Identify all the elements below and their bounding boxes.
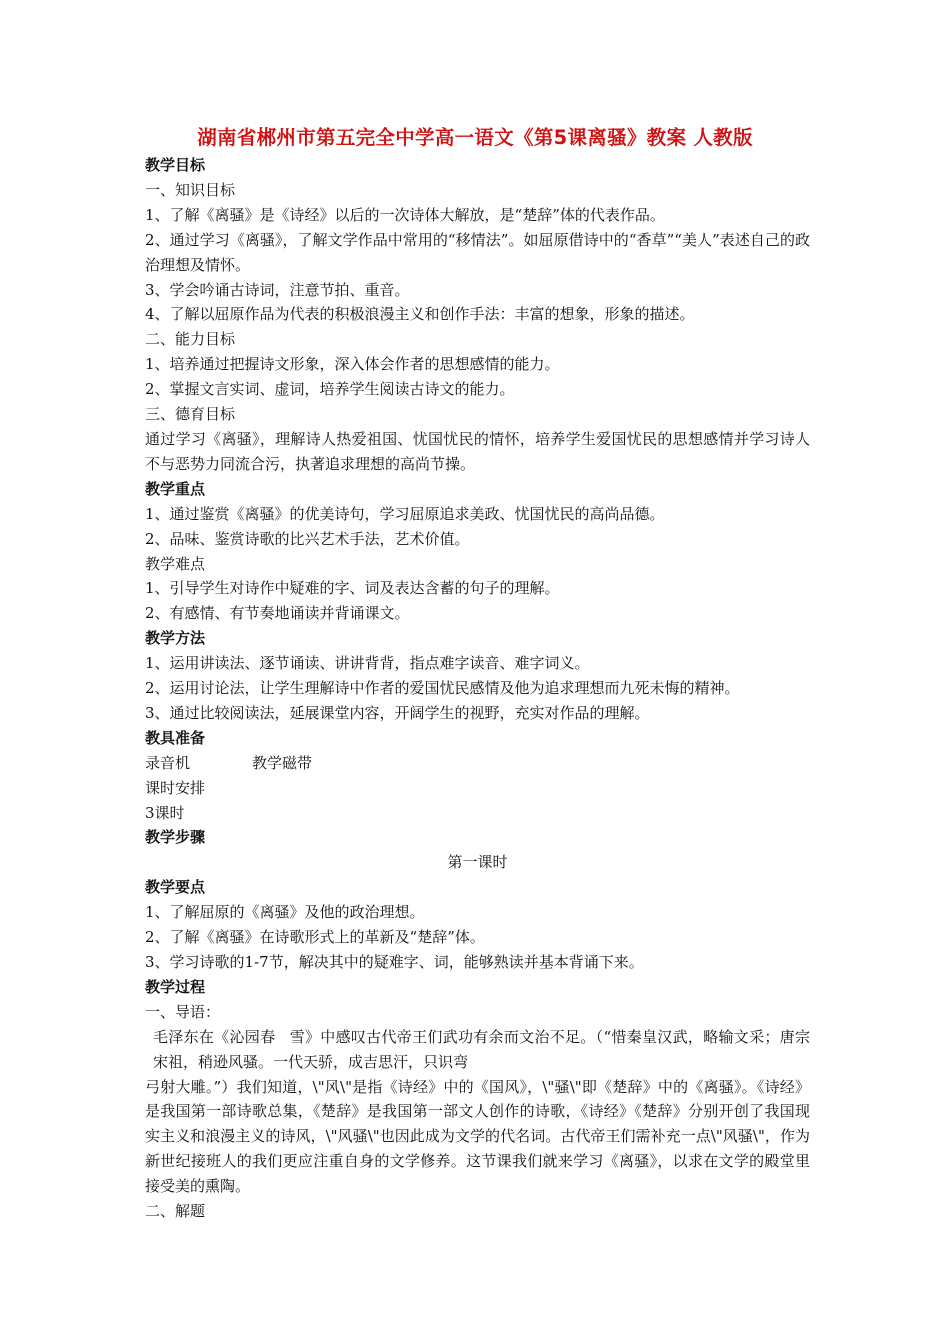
subsection-heading: 一、导语：: [145, 1002, 221, 1021]
subsection-heading: 三、德育目标: [145, 405, 236, 424]
subsection-heading: 教学难点: [145, 554, 206, 573]
section-heading: 教学目标: [145, 156, 206, 174]
paragraph: 1、运用讲读法、逐节诵读、讲讲背背，指点难字读音、难字词义。: [145, 654, 590, 673]
paragraph: 1、通过鉴赏《离骚》的优美诗句，学习屈原追求美政、忧国忧民的高尚品德。: [145, 504, 665, 523]
paragraph: 2、品味、鉴赏诗歌的比兴艺术手法，艺术价值。: [145, 529, 470, 548]
section-heading: 教学方法: [145, 629, 206, 648]
paragraph: 3、通过比较阅读法，延展课堂内容，开阔学生的视野，充实对作品的理解。: [145, 703, 650, 722]
text-run: 雪》中感叹古代帝王们武功有余而文治不足。（“惜秦皇汉武，略输文采；唐宗宋祖，稍逊风骚。一代天骄，成吉思汗，只识弯: [153, 1027, 810, 1071]
section-heading: 教学要点: [145, 878, 206, 897]
section-heading: 教具准备: [145, 728, 206, 747]
paragraph: 2、了解《离骚》在诗歌形式上的革新及“楚辞”体。: [145, 928, 485, 947]
paragraph: 1、了解屈原的《离骚》及他的政治理想。: [145, 903, 425, 922]
paragraph: 2、通过学习《离骚》，了解文学作品中常用的“移情法”。如屈原借诗中的“香草”“美人”表述自己的政治理想及情怀。: [145, 230, 810, 274]
equipment-item: 教学磁带: [252, 753, 313, 772]
paragraph: 2、有感情、有节奏地诵读并背诵课文。: [145, 604, 410, 623]
section-heading: 教学过程: [145, 977, 206, 996]
section-heading: 教学步骤: [145, 828, 206, 847]
paragraph: 2、运用讨论法，让学生理解诗中作者的爱国忧民感情及他为追求理想而九死未悔的精神。: [145, 679, 740, 698]
paragraph: 通过学习《离骚》，理解诗人热爱祖国、忧国忧民的情怀，培养学生爱国忧民的思想感情并学习诗人不与恶势力同流合污，执著追求理想的高尚节操。: [145, 429, 810, 473]
paragraph: 1、了解《离骚》是《诗经》以后的一次诗体大解放，是“楚辞”体的代表作品。: [145, 205, 665, 224]
paragraph: 3课时: [145, 803, 185, 822]
paragraph: 弓射大雕。”）我们知道，\"风\"是指《诗经》中的《国风》，\"骚\"即《楚辞》中的《离骚》。《诗经》是我国第一部诗歌总集，《楚辞》是我国第一部文人创作的诗歌，《诗经》《楚辞》分别开创了我国现实主义和浪漫主义的诗风，\"风骚\"也因此成为文学的代名词。古代帝王们需补充一点\"风骚\"，作为新世纪接班人的我们更应注重自身的文学修养。这节课我们就来学习《离骚》，以求在文学的殿堂里接受美的熏陶。: [145, 1077, 810, 1196]
paragraph: 3、学习诗歌的1-7节，解决其中的疑难字、词，能够熟读并基本背诵下来。: [145, 953, 644, 971]
section-heading: 教学重点: [145, 479, 206, 498]
subsection-heading: 二、解题: [145, 1202, 206, 1221]
paragraph: 1、引导学生对诗作中疑难的字、词及表达含蓄的句子的理解。: [145, 579, 560, 598]
text-run: 毛泽东在《沁园春: [153, 1027, 276, 1046]
paragraph: 2、掌握文言实词、虚词，培养学生阅读古诗文的能力。: [145, 380, 515, 399]
document-body: [145, 153, 810, 1224]
paragraph: 4、了解以屈原作品为代表的积极浪漫主义和创作手法：丰富的想象，形象的描述。: [145, 305, 695, 324]
equipment-item: 录音机: [145, 753, 191, 772]
paragraph: 1、培养通过把握诗文形象，深入体会作者的思想感情的能力。: [145, 355, 560, 374]
paragraph: [145, 1025, 810, 1075]
subsection-heading: 一、知识目标: [145, 180, 236, 199]
subsection-heading: 课时安排: [145, 778, 206, 797]
paragraph: [145, 751, 810, 776]
lesson-heading: 第一课时: [447, 853, 508, 872]
document-title: 湖南省郴州市第五完全中学高一语文《第5课离骚》教案 人教版: [197, 126, 753, 149]
paragraph: 3、学会吟诵古诗词，注意节拍、重音。: [145, 280, 410, 299]
subsection-heading: 二、能力目标: [145, 330, 236, 349]
